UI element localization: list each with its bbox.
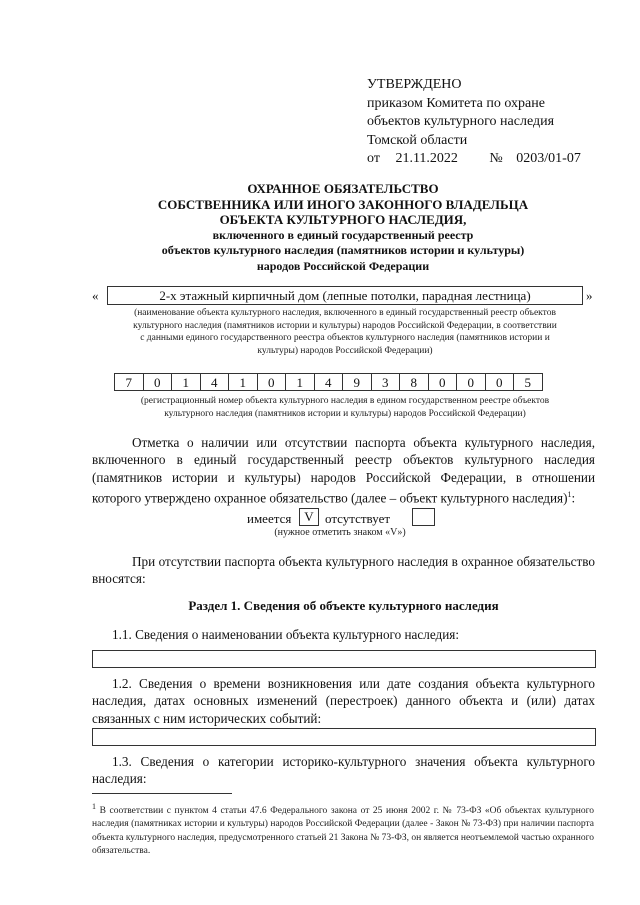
reg-digit[interactable]: 4 xyxy=(314,373,344,391)
footnote-divider xyxy=(92,793,232,794)
passport-colon: : xyxy=(571,490,576,506)
caption-line: культурного наследия (памятников истории и культуры) народов Российской Федерации) xyxy=(164,408,526,419)
approval-date: 21.11.2022 xyxy=(395,151,458,166)
reg-digit[interactable]: 3 xyxy=(371,373,401,391)
absent-passport-checkbox[interactable] xyxy=(412,508,435,526)
reg-digit[interactable]: 7 xyxy=(114,373,144,391)
title-line-3: ОБЪЕКТА КУЛЬТУРНОГО НАСЛЕДИЯ, xyxy=(219,212,467,227)
document-title xyxy=(60,181,626,274)
registration-number xyxy=(114,373,542,391)
approval-number: 0203/01-07 xyxy=(516,151,581,166)
date-prefix: от xyxy=(367,151,380,166)
absence-note: При отсутствии паспорта объекта культурного наследия в охранное обязательство вносятся: xyxy=(92,554,595,587)
caption-line: культуры) народов Российской Федерации) xyxy=(257,345,433,356)
reg-digit[interactable]: 5 xyxy=(513,373,543,391)
reg-digit[interactable]: 8 xyxy=(399,373,429,391)
title-line-6: народов Российской Федерации xyxy=(256,258,430,273)
object-name-caption xyxy=(100,307,590,357)
caption-line: культурного наследия (памятников истории и культуры) народов Российской Федерации, в соответствии xyxy=(133,320,557,331)
approval-order-line: приказом Комитета по охране xyxy=(367,95,545,111)
section1-item2: 1.2. Сведения о времени возникновения или дате создания объекта культурного наследия, датах основных изменений (перестроек) данного объекта и (или) датах связанных с ним исторических событий: xyxy=(92,676,595,726)
approval-title: УТВЕРЖДЕНО xyxy=(367,77,462,92)
absent-passport-label: отсутствует xyxy=(325,511,391,526)
section1-heading: Раздел 1. Сведения об объекте культурного наследия xyxy=(188,598,499,613)
passport-paragraph xyxy=(92,434,595,507)
has-passport-label: имеется xyxy=(247,511,292,526)
number-prefix: № xyxy=(489,151,503,166)
open-quote: « xyxy=(92,288,99,303)
footnote xyxy=(92,800,594,858)
reg-digit[interactable]: 1 xyxy=(171,373,201,391)
passport-text: Отметка о наличии или отсутствии паспорта объекта культурного наследия, включенного в единый государственный реестр объектов культурного наследия (памятников истории и культуры) народов Российской Федерации, в отношении которого утверждено охранное обязательство (далее – объект культурного наследия) xyxy=(92,435,595,506)
reg-digit[interactable]: 9 xyxy=(342,373,372,391)
approval-committee-line: объектов культурного наследия xyxy=(367,114,555,129)
approval-block xyxy=(367,76,581,169)
title-line-1: ОХРАННОЕ ОБЯЗАТЕЛЬСТВО xyxy=(247,181,439,196)
title-line-2: СОБСТВЕННИКА ИЛИ ИНОГО ЗАКОННОГО ВЛАДЕЛЬЦА xyxy=(157,196,529,212)
reg-digit[interactable]: 0 xyxy=(428,373,458,391)
object-name-field[interactable]: 2-х этажный кирпичный дом (лепные потолки, парадная лестница) xyxy=(107,286,583,305)
footnote-mark: 1 xyxy=(92,802,96,811)
reg-digit[interactable]: 0 xyxy=(257,373,287,391)
section1-item3: 1.3. Сведения о категории историко-культурного значения объекта культурного наследия: xyxy=(92,754,595,787)
approval-region-line: Томской области xyxy=(367,132,468,148)
caption-line: (наименование объекта культурного наследия, включенного в единый государственный реестр объектов xyxy=(134,308,556,318)
reg-digit[interactable]: 1 xyxy=(228,373,258,391)
footnote-ref: 1 xyxy=(567,489,572,499)
title-line-4: включенного в единый государственный реестр xyxy=(212,227,474,242)
reg-digit[interactable]: 4 xyxy=(200,373,230,391)
reg-digit[interactable]: 0 xyxy=(485,373,515,391)
reg-digit[interactable]: 0 xyxy=(143,373,173,391)
approval-date-line xyxy=(367,150,581,169)
footnote-text: В соответствии с пунктом 4 статьи 47.6 Федерального закона от 25 июня 2002 г. № 73-ФЗ «Об объектах культурного наследия (памятниках истории и культуры) народов Российской Федерации (далее - Закон № 73-ФЗ) при наличии паспорта объекта культурного наследия, предусмотренного статьей 21 Закона № 73-ФЗ, он является неотъемлемой частью охранного обязательства. xyxy=(92,806,594,857)
title-line-5: объектов культурного наследия (памятников истории и культуры) xyxy=(161,243,525,257)
caption-line: с данными единого государственного реестра объектов культурного наследия (памятников истории и xyxy=(140,333,550,343)
reg-digit[interactable]: 1 xyxy=(285,373,315,391)
caption-line: (регистрационный номер объекта культурного наследия в едином государственном реестре объектов xyxy=(140,396,550,406)
checkbox-hint: (нужное отметить знаком «V») xyxy=(274,527,406,538)
section1-item1: 1.1. Сведения о наименовании объекта культурного наследия: xyxy=(112,627,460,642)
registration-caption xyxy=(100,395,590,420)
item1-input[interactable] xyxy=(92,650,596,668)
item2-input[interactable] xyxy=(92,728,596,746)
close-quote: » xyxy=(586,288,593,303)
has-passport-checkbox[interactable]: V xyxy=(299,508,319,526)
reg-digit[interactable]: 0 xyxy=(456,373,486,391)
